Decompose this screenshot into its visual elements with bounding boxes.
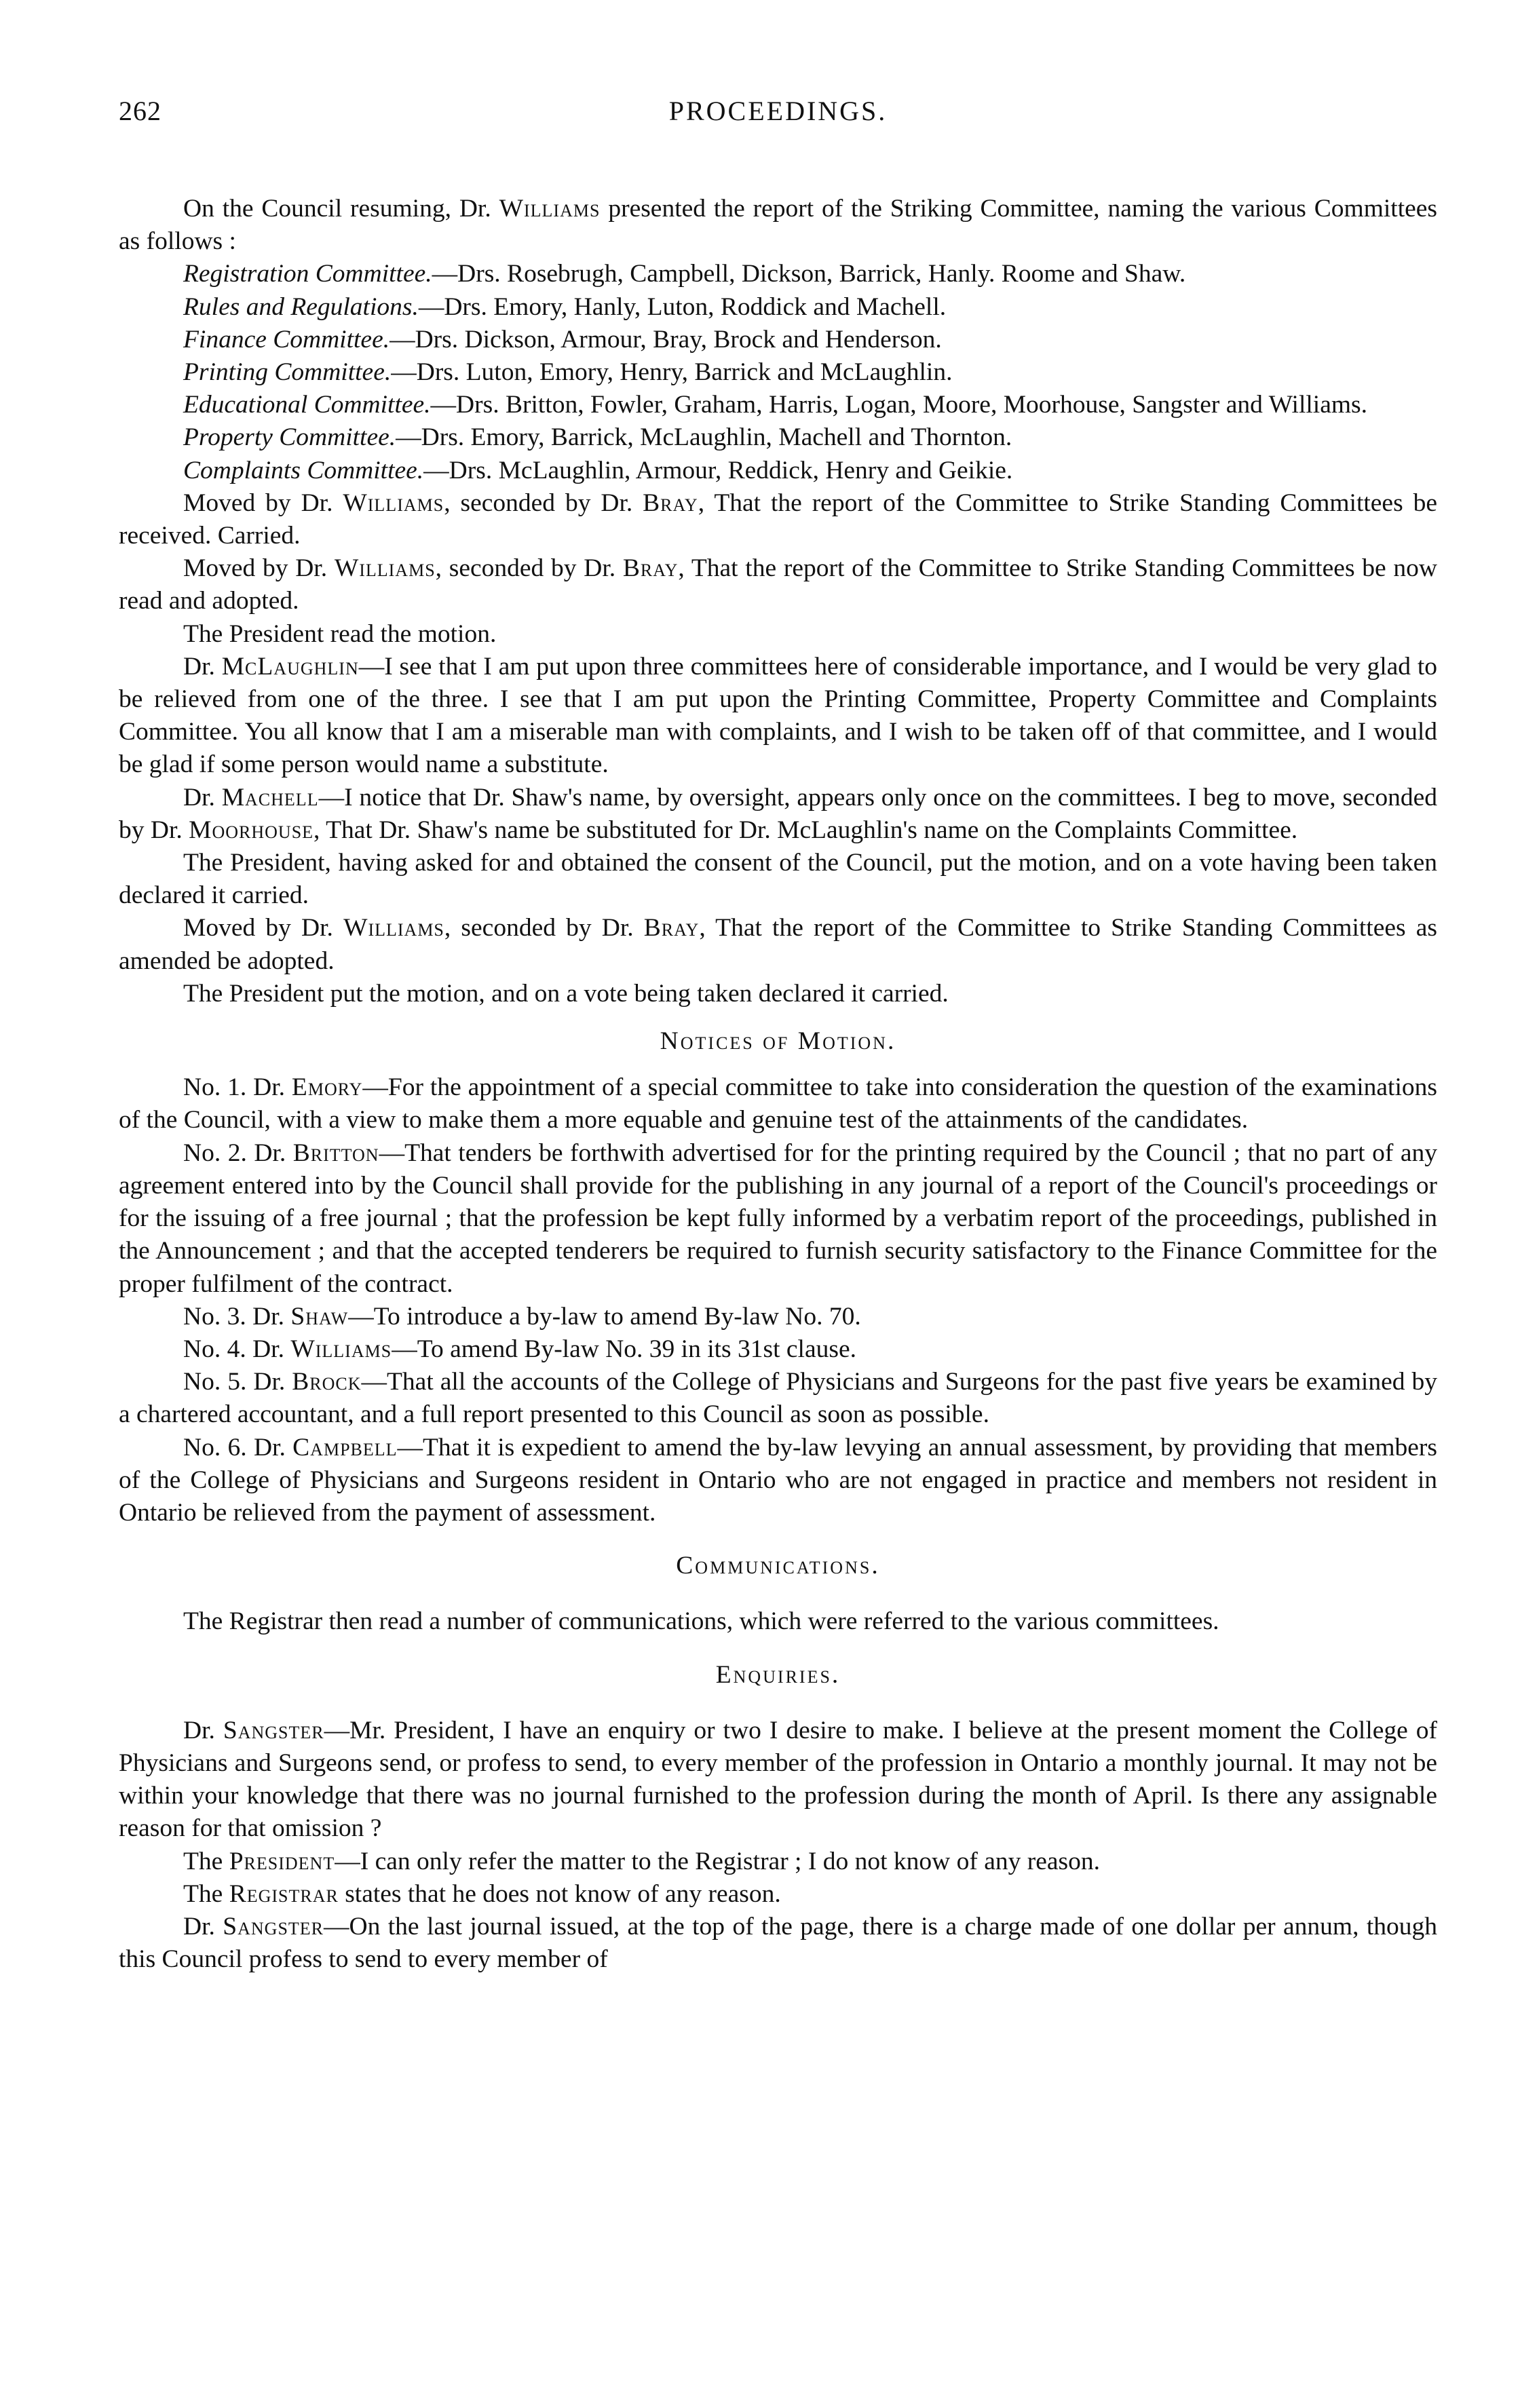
sangster-enquiry: Dr. Sangster—Mr. President, I have an enquiry or two I desire to make. I believe at the present moment the College of Physicians and Surgeons send, or profess to send, to every member of the profession in Ontario a monthly journal. It may not be within your knowledge that there was no journal furnished to the profession during the month of April. Is there any assignable reason for that omission ?	[119, 1716, 1438, 1843]
committee-finance: Finance Committee.—Drs. Dickson, Armour, Bray, Brock and Henderson.	[183, 325, 942, 353]
mclaughlin-speech: Dr. McLaughlin—I see that I am put upon three committees here of considerable importance, and I would be very glad to be relieved from one of the three. I see that I am put upon the Printing Committee, Property Committee and Complaints Committee. You all know that I am a miserable man with complaints, and I wish to be taken off of that committee, and I would be glad if some person would name a substitute.	[119, 652, 1437, 779]
notice-3: No. 3. Dr. Shaw—To introduce a by-law to amend By-law No. 70.	[183, 1302, 861, 1331]
notice-2: No. 2. Dr. Britton—That tenders be forthwith advertised for for the printing required by the Council ; that no part of any agreement entered into by the Council shall provide for the publishing in any journal of a report of the Council's proceedings or for the issuing of a free journal ; that the profession be kept fully informed by a verbatim report of the proceedings, published in the Announcement ; and that the accepted tenderers be required to furnish security satisfactory to the Finance Committee for the proper fulfilment of the contract.	[119, 1139, 1437, 1298]
committee-complaints: Complaints Committee.—Drs. McLaughlin, Armour, Reddick, Henry and Geikie.	[183, 456, 1013, 484]
president-reply: The President—I can only refer the matter to the Registrar ; I do not know of any reason.	[183, 1847, 1100, 1875]
committee-rules: Rules and Regulations.—Drs. Emory, Hanly, Luton, Roddick and Machell.	[183, 292, 947, 321]
notice-5: No. 5. Dr. Brock—That all the accounts of the College of Physicians and Surgeons for the past five years be examined by a chartered accountant, and a full report presented to this Council as soon as possible.	[119, 1368, 1437, 1429]
president-read: The President read the motion.	[183, 619, 497, 648]
notice-1: No. 1. Dr. Emory—For the appointment of a special committee to take into consideration the question of the examinations of the Council, with a view to make them a more equable and genuine test of the attainments of the candidates.	[119, 1073, 1437, 1134]
registrar-statement: The Registrar states that he does not know of any reason.	[183, 1879, 781, 1908]
motion-received: Moved by Dr. Williams, seconded by Dr. Bray, That the report of the Committee to Strike Standing Committees be received. Carried.	[119, 489, 1437, 550]
notice-4: No. 4. Dr. Williams—To amend By-law No. 39 in its 31st clause.	[183, 1335, 856, 1363]
sangster-followup: Dr. Sangster—On the last journal issued, at the top of the page, there is a charge made of one dollar per annum, though this Council profess to send to every member of	[119, 1912, 1438, 1974]
committee-property: Property Committee.—Drs. Emory, Barrick, McLaughlin, Machell and Thornton.	[183, 423, 1012, 452]
section-heading-notices: Notices of Motion.	[660, 1027, 896, 1056]
committee-registration: Registration Committee.—Drs. Rosebrugh, Campbell, Dickson, Barrick, Hanly. Roome and Shaw.	[183, 260, 1186, 288]
committee-printing: Printing Committee.—Drs. Luton, Emory, Henry, Barrick and McLaughlin.	[183, 358, 953, 387]
committee-educational: Educational Committee.—Drs. Britton, Fowler, Graham, Harris, Logan, Moore, Moorhouse, Sangster and Williams.	[183, 391, 1367, 419]
president-put-motion: The President put the motion, and on a vote being taken declared it carried.	[183, 979, 949, 1008]
machell-speech: Dr. Machell—I notice that Dr. Shaw's name, by oversight, appears only once on the committees. I beg to move, seconded by Dr. Moorhouse, That Dr. Shaw's name be substituted for Dr. McLaughlin's name on the Complaints Committee.	[119, 783, 1438, 844]
running-head: PROCEEDINGS.	[668, 96, 888, 126]
paragraph-council-resuming: On the Council resuming, Dr. Williams presented the report of the Striking Committee, naming the various Committees as follows :	[119, 195, 1438, 256]
motion-amended: Moved by Dr. Williams, seconded by Dr. Bray, That the report of the Committee to Strike Standing Committees as amended be adopted.	[119, 914, 1437, 975]
section-heading-enquiries: Enquiries.	[715, 1660, 841, 1689]
communications-paragraph: The Registrar then read a number of communications, which were referred to the various committees.	[183, 1607, 1219, 1636]
section-heading-communications: Communications.	[676, 1552, 880, 1580]
president-consent: The President, having asked for and obtained the consent of the Council, put the motion, and on a vote having been taken declared it carried.	[119, 849, 1437, 910]
page-header	[119, 95, 1437, 137]
notice-6: No. 6. Dr. Campbell—That it is expedient to amend the by-law levying an annual assessment, by providing that members of the College of Physicians and Surgeons resident in Ontario who are not engaged in practice and members not resident in Ontario be relieved from the payment of assessment.	[119, 1433, 1437, 1527]
page-number: 262	[119, 96, 162, 126]
motion-adopted: Moved by Dr. Williams, seconded by Dr. Bray, That the report of the Committee to Strike Standing Committees be now read and adopted.	[119, 554, 1437, 615]
